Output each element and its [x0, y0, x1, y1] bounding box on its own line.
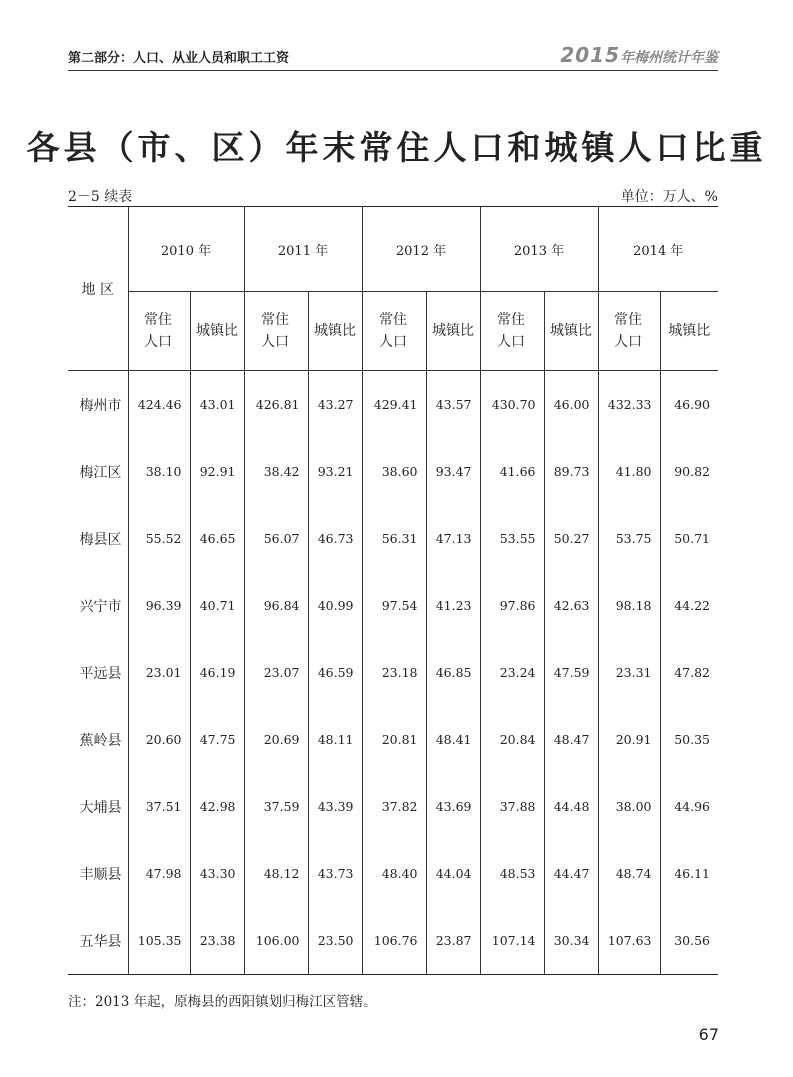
- sub-header-population: [244, 292, 308, 371]
- urban-ratio-cell: 47.82: [660, 639, 718, 706]
- yearbook-name: 年梅州统计年鉴: [620, 50, 718, 66]
- urban-ratio-cell: 40.71: [190, 572, 244, 639]
- population-cell: 37.59: [244, 773, 308, 840]
- page-header: [68, 40, 718, 71]
- year-header: 2012 年: [362, 207, 480, 292]
- urban-ratio-cell: 50.27: [544, 505, 598, 572]
- table-row: [68, 907, 718, 975]
- sub-header-population: [362, 292, 426, 371]
- table-row: [68, 639, 718, 706]
- page-title: 各县（市、区）年末常住人口和城镇人口比重: [26, 128, 767, 167]
- urban-ratio-cell: 40.99: [308, 572, 362, 639]
- urban-ratio-cell: 48.41: [426, 706, 480, 773]
- population-cell: 48.40: [362, 840, 426, 907]
- sub-header-urban-ratio: 城镇比: [660, 292, 718, 371]
- urban-ratio-cell: 44.48: [544, 773, 598, 840]
- table-row: [68, 371, 718, 439]
- sub-header-urban-ratio: 城镇比: [308, 292, 362, 371]
- year-header-row: [68, 207, 718, 292]
- urban-ratio-cell: 47.13: [426, 505, 480, 572]
- year-header: 2010 年: [128, 207, 244, 292]
- population-cell: 41.80: [598, 438, 660, 505]
- population-cell: 23.24: [480, 639, 544, 706]
- population-cell: 96.84: [244, 572, 308, 639]
- region-name: 梅县区: [79, 531, 122, 548]
- population-cell: 20.69: [244, 706, 308, 773]
- population-cell: 38.60: [362, 438, 426, 505]
- sub-header-pop-line2: 人口: [261, 334, 289, 350]
- urban-ratio-cell: 23.50: [308, 907, 362, 975]
- population-cell: 424.46: [128, 371, 190, 439]
- population-cell: 37.51: [128, 773, 190, 840]
- urban-ratio-cell: 43.30: [190, 840, 244, 907]
- population-cell: 432.33: [598, 371, 660, 439]
- region-name: 平远县: [79, 665, 122, 682]
- population-cell: 20.81: [362, 706, 426, 773]
- population-cell: 107.63: [598, 907, 660, 975]
- population-cell: 107.14: [480, 907, 544, 975]
- population-cell: 97.86: [480, 572, 544, 639]
- region-name: 梅江区: [79, 464, 122, 481]
- urban-ratio-cell: 46.73: [308, 505, 362, 572]
- population-cell: 56.07: [244, 505, 308, 572]
- section-title: 第二部分：人口、从业人员和职工工资: [68, 51, 290, 66]
- population-cell: 23.31: [598, 639, 660, 706]
- population-cell: 48.53: [480, 840, 544, 907]
- urban-ratio-cell: 23.87: [426, 907, 480, 975]
- table-row: [68, 773, 718, 840]
- urban-ratio-cell: 48.47: [544, 706, 598, 773]
- urban-ratio-cell: 46.59: [308, 639, 362, 706]
- population-cell: 38.10: [128, 438, 190, 505]
- region-name: 蕉岭县: [79, 732, 122, 749]
- population-cell: 37.88: [480, 773, 544, 840]
- population-cell: 20.91: [598, 706, 660, 773]
- urban-ratio-cell: 43.57: [426, 371, 480, 439]
- year-header: 2013 年: [480, 207, 598, 292]
- population-cell: 20.84: [480, 706, 544, 773]
- footnote: 注：2013 年起，原梅县的西阳镇划归梅江区管辖。: [68, 994, 377, 1010]
- urban-ratio-cell: 43.39: [308, 773, 362, 840]
- urban-ratio-cell: 46.11: [660, 840, 718, 907]
- urban-ratio-cell: 23.38: [190, 907, 244, 975]
- urban-ratio-cell: 46.19: [190, 639, 244, 706]
- yearbook-title: [560, 43, 718, 67]
- urban-ratio-cell: 90.82: [660, 438, 718, 505]
- urban-ratio-cell: 41.23: [426, 572, 480, 639]
- sub-header-pop-line1: 常住: [144, 312, 172, 328]
- urban-ratio-cell: 89.73: [544, 438, 598, 505]
- urban-ratio-cell: 43.27: [308, 371, 362, 439]
- sub-header-urban-ratio: 城镇比: [426, 292, 480, 371]
- population-cell: 48.74: [598, 840, 660, 907]
- urban-ratio-cell: 43.69: [426, 773, 480, 840]
- population-cell: 41.66: [480, 438, 544, 505]
- population-cell: 53.55: [480, 505, 544, 572]
- sub-header-pop-line1: 常住: [497, 312, 525, 328]
- sub-header-urban-ratio: 城镇比: [544, 292, 598, 371]
- population-cell: 20.60: [128, 706, 190, 773]
- region-name: 大埔县: [79, 799, 122, 816]
- population-cell: 48.12: [244, 840, 308, 907]
- region-name: 丰顺县: [79, 866, 122, 883]
- table-body: [68, 371, 718, 975]
- population-table: [68, 206, 718, 975]
- population-cell: 105.35: [128, 907, 190, 975]
- sub-header-pop-line1: 常住: [261, 312, 289, 328]
- yearbook-year: 2015: [560, 43, 620, 67]
- population-cell: 23.07: [244, 639, 308, 706]
- table-row: [68, 572, 718, 639]
- region-name: 兴宁市: [79, 598, 122, 615]
- year-header: 2011 年: [244, 207, 362, 292]
- table-row: [68, 438, 718, 505]
- urban-ratio-cell: 50.71: [660, 505, 718, 572]
- unit-label: 单位：万人、%: [620, 189, 718, 205]
- population-cell: 23.18: [362, 639, 426, 706]
- urban-ratio-cell: 93.21: [308, 438, 362, 505]
- population-cell: 55.52: [128, 505, 190, 572]
- population-cell: 23.01: [128, 639, 190, 706]
- page-number: 67: [698, 1025, 719, 1044]
- table-row: [68, 505, 718, 572]
- urban-ratio-cell: 30.56: [660, 907, 718, 975]
- population-cell: 56.31: [362, 505, 426, 572]
- urban-ratio-cell: 43.73: [308, 840, 362, 907]
- sub-header-pop-line1: 常住: [614, 312, 642, 328]
- urban-ratio-cell: 44.22: [660, 572, 718, 639]
- table-caption-line: [68, 186, 718, 206]
- population-cell: 96.39: [128, 572, 190, 639]
- population-cell: 47.98: [128, 840, 190, 907]
- population-cell: 53.75: [598, 505, 660, 572]
- sub-header-row: [68, 292, 718, 371]
- sub-header-population: [480, 292, 544, 371]
- population-cell: 426.81: [244, 371, 308, 439]
- sub-header-population: [598, 292, 660, 371]
- sub-header-pop-line2: 人口: [497, 334, 525, 350]
- sub-header-population: [128, 292, 190, 371]
- table-row: [68, 706, 718, 773]
- urban-ratio-cell: 42.63: [544, 572, 598, 639]
- urban-ratio-cell: 47.59: [544, 639, 598, 706]
- sub-header-pop-line2: 人口: [379, 334, 407, 350]
- sub-header-pop-line1: 常住: [379, 312, 407, 328]
- sub-header-pop-line2: 人口: [144, 334, 172, 350]
- table-label: 2－5 续表: [68, 189, 133, 205]
- urban-ratio-cell: 92.91: [190, 438, 244, 505]
- population-cell: 430.70: [480, 371, 544, 439]
- population-cell: 106.00: [244, 907, 308, 975]
- urban-ratio-cell: 47.75: [190, 706, 244, 773]
- population-cell: 429.41: [362, 371, 426, 439]
- urban-ratio-cell: 44.96: [660, 773, 718, 840]
- sub-header-pop-line2: 人口: [614, 334, 642, 350]
- urban-ratio-cell: 50.35: [660, 706, 718, 773]
- urban-ratio-cell: 44.04: [426, 840, 480, 907]
- urban-ratio-cell: 42.98: [190, 773, 244, 840]
- region-header: 地 区: [68, 207, 128, 371]
- urban-ratio-cell: 46.85: [426, 639, 480, 706]
- urban-ratio-cell: 44.47: [544, 840, 598, 907]
- population-cell: 38.42: [244, 438, 308, 505]
- sub-header-urban-ratio: 城镇比: [190, 292, 244, 371]
- urban-ratio-cell: 30.34: [544, 907, 598, 975]
- year-header: 2014 年: [598, 207, 718, 292]
- table-row: [68, 840, 718, 907]
- population-cell: 37.82: [362, 773, 426, 840]
- urban-ratio-cell: 93.47: [426, 438, 480, 505]
- urban-ratio-cell: 46.00: [544, 371, 598, 439]
- urban-ratio-cell: 43.01: [190, 371, 244, 439]
- urban-ratio-cell: 46.90: [660, 371, 718, 439]
- population-cell: 98.18: [598, 572, 660, 639]
- region-name: 梅州市: [79, 397, 122, 414]
- population-cell: 97.54: [362, 572, 426, 639]
- urban-ratio-cell: 46.65: [190, 505, 244, 572]
- region-name: 五华县: [68, 907, 128, 975]
- population-cell: 38.00: [598, 773, 660, 840]
- urban-ratio-cell: 48.11: [308, 706, 362, 773]
- population-cell: 106.76: [362, 907, 426, 975]
